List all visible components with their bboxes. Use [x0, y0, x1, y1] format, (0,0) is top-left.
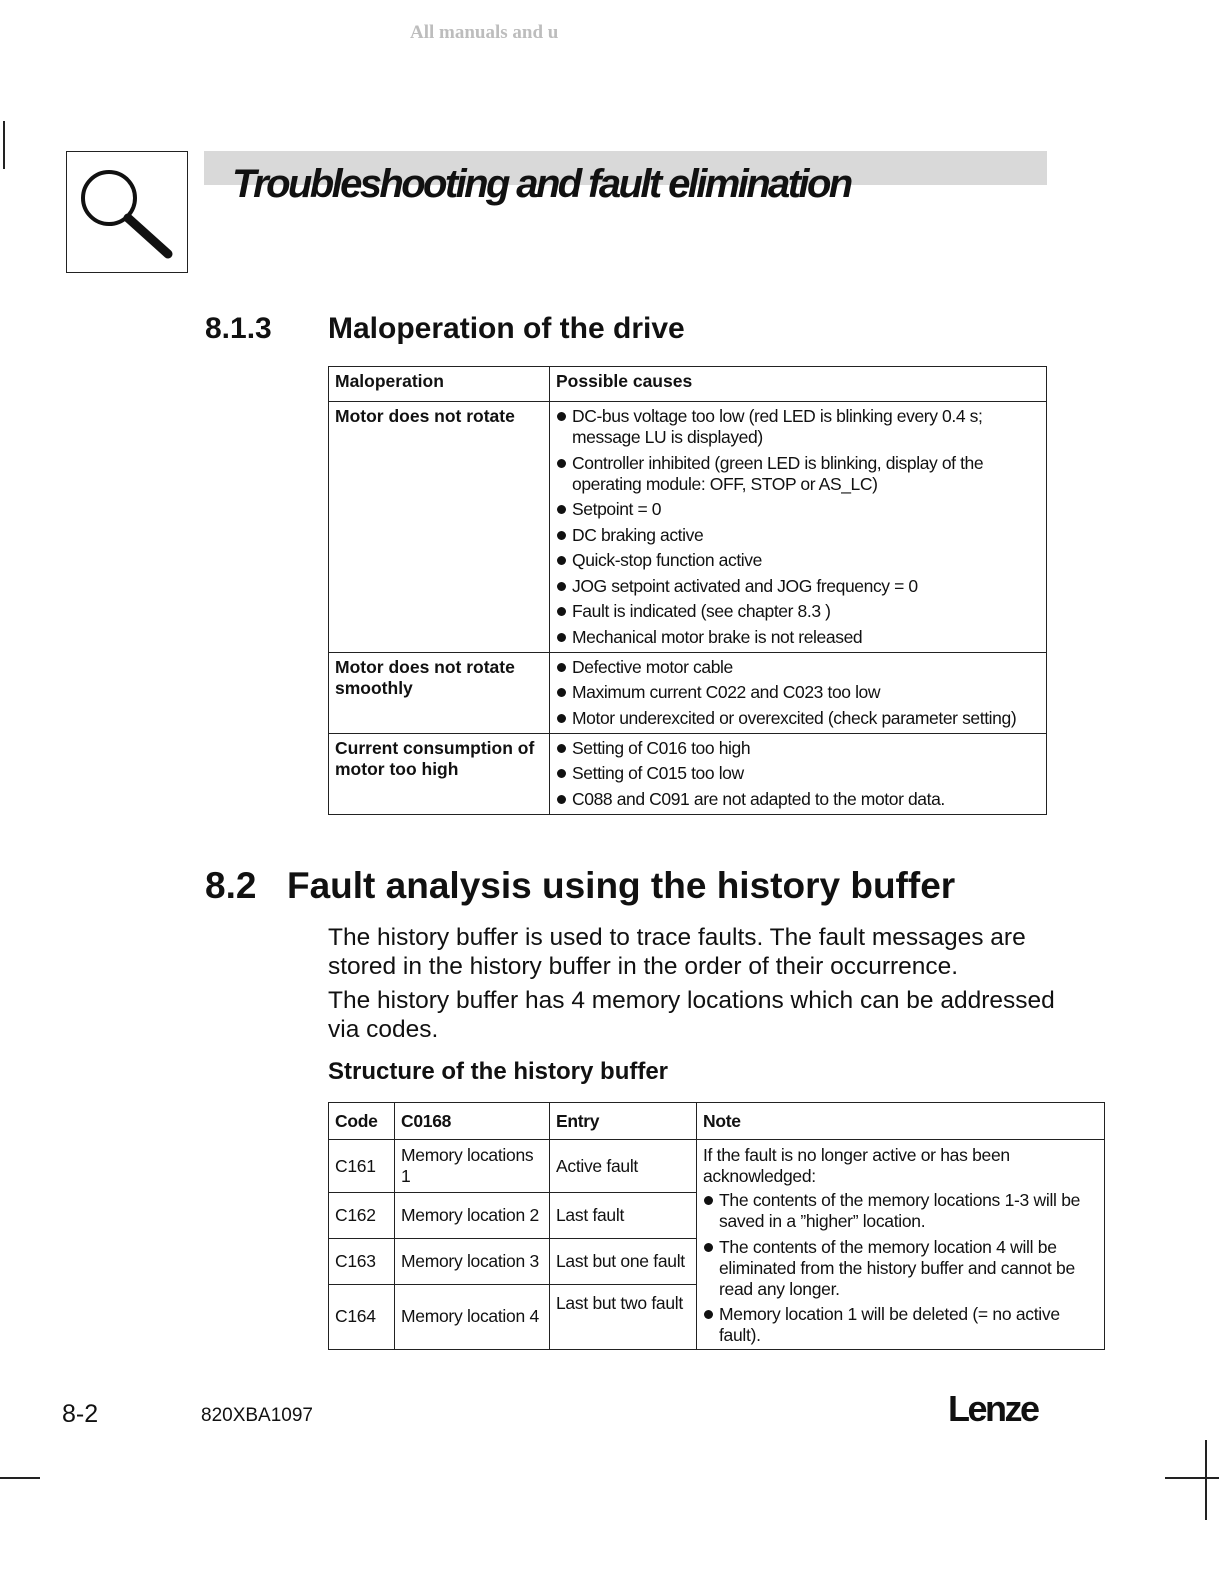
maloperation-table [328, 366, 1047, 815]
cause-item: Setting of C015 too low [556, 763, 1040, 784]
note-bullet: Memory location 1 will be deleted (= no active fault). [703, 1304, 1098, 1346]
lenze-logo: Lenze [948, 1388, 1038, 1429]
column-header: Code [329, 1103, 395, 1140]
cause-item: Setting of C016 too high [556, 738, 1040, 759]
cause-item: Fault is indicated (see chapter 8.3 ) [556, 601, 1040, 622]
subheading: Structure of the history buffer [328, 1058, 669, 1085]
paragraph: The history buffer is used to trace faults. The fault messages are stored in the history buffer in the order of their occurrence. [328, 924, 1026, 980]
location-cell: Memory location 4 [395, 1284, 550, 1349]
location-cell: Memory location 3 [395, 1239, 550, 1285]
column-header: Possible causes [550, 367, 1047, 402]
cause-item: Controller inhibited (green LED is blinking, display of the operating module: OFF, STOP or AS_LC) [556, 453, 1040, 495]
history-buffer-table [328, 1102, 1105, 1350]
code-cell: C161 [329, 1140, 395, 1193]
cause-item: DC braking active [556, 525, 1040, 546]
causes-cell [550, 402, 1047, 653]
location-cell: Memory locations 1 [395, 1140, 550, 1193]
entry-cell: Active fault [550, 1140, 697, 1193]
crop-mark [1165, 1477, 1219, 1479]
section-title: Maloperation of the drive [328, 312, 685, 345]
document-id: 820XBA1097 [201, 1405, 313, 1426]
section-number: 8.2 [205, 865, 257, 906]
cause-item: Maximum current C022 and C023 too low [556, 682, 1040, 703]
code-cell: C162 [329, 1193, 395, 1239]
causes-cell [550, 652, 1047, 733]
entry-cell: Last but two fault [550, 1284, 697, 1349]
table-header-row [329, 1103, 1105, 1140]
magnifier-icon [67, 152, 186, 271]
crop-mark [0, 1477, 40, 1479]
cause-item: Quick-stop function active [556, 550, 1040, 571]
table-header-row [329, 367, 1047, 402]
cause-item: Motor underexcited or overexcited (check parameter setting) [556, 708, 1040, 729]
code-cell: C164 [329, 1284, 395, 1349]
crop-mark [3, 121, 5, 169]
crop-mark [1205, 1440, 1207, 1520]
chapter-icon-box [66, 151, 188, 273]
note-intro: If the fault is no longer active or has been acknowledged: [703, 1145, 1010, 1186]
page-number: 8-2 [62, 1400, 99, 1428]
entry-cell: Last fault [550, 1193, 697, 1239]
section-title: Fault analysis using the history buffer [287, 865, 956, 906]
maloperation-cell: Motor does not rotate [329, 402, 550, 653]
cause-item: Setpoint = 0 [556, 499, 1040, 520]
column-header: Entry [550, 1103, 697, 1140]
location-cell: Memory location 2 [395, 1193, 550, 1239]
code-cell: C163 [329, 1239, 395, 1285]
entry-cell: Last but one fault [550, 1239, 697, 1285]
note-bullet: The contents of the memory location 4 will be eliminated from the history buffer and cannot be read any longer. [703, 1237, 1098, 1300]
paragraph: The history buffer has 4 memory locations which can be addressed via codes. [328, 987, 1055, 1043]
cause-item: JOG setpoint activated and JOG frequency = 0 [556, 576, 1040, 597]
table-row [329, 1140, 1105, 1193]
causes-cell [550, 733, 1047, 814]
table-row [329, 402, 1047, 653]
column-header: C0168 [395, 1103, 550, 1140]
section-number: 8.1.3 [205, 312, 272, 345]
column-header: Note [697, 1103, 1105, 1140]
maloperation-cell: Motor does not rotate smoothly [329, 652, 550, 733]
cause-item: Mechanical motor brake is not released [556, 627, 1040, 648]
table-row [329, 652, 1047, 733]
maloperation-cell: Current consumption of motor too high [329, 733, 550, 814]
watermark-text: All manuals and u [410, 22, 559, 43]
note-bullet: The contents of the memory locations 1-3 will be saved in a ”higher” location. [703, 1190, 1098, 1232]
chapter-title: Troubleshooting and fault elimination [232, 162, 851, 206]
column-header: Maloperation [329, 367, 550, 402]
table-row [329, 733, 1047, 814]
cause-item: DC-bus voltage too low (red LED is blinking every 0.4 s; message LU is displayed) [556, 406, 1040, 448]
note-cell [697, 1140, 1105, 1350]
cause-item: C088 and C091 are not adapted to the motor data. [556, 789, 1040, 810]
cause-item: Defective motor cable [556, 657, 1040, 678]
